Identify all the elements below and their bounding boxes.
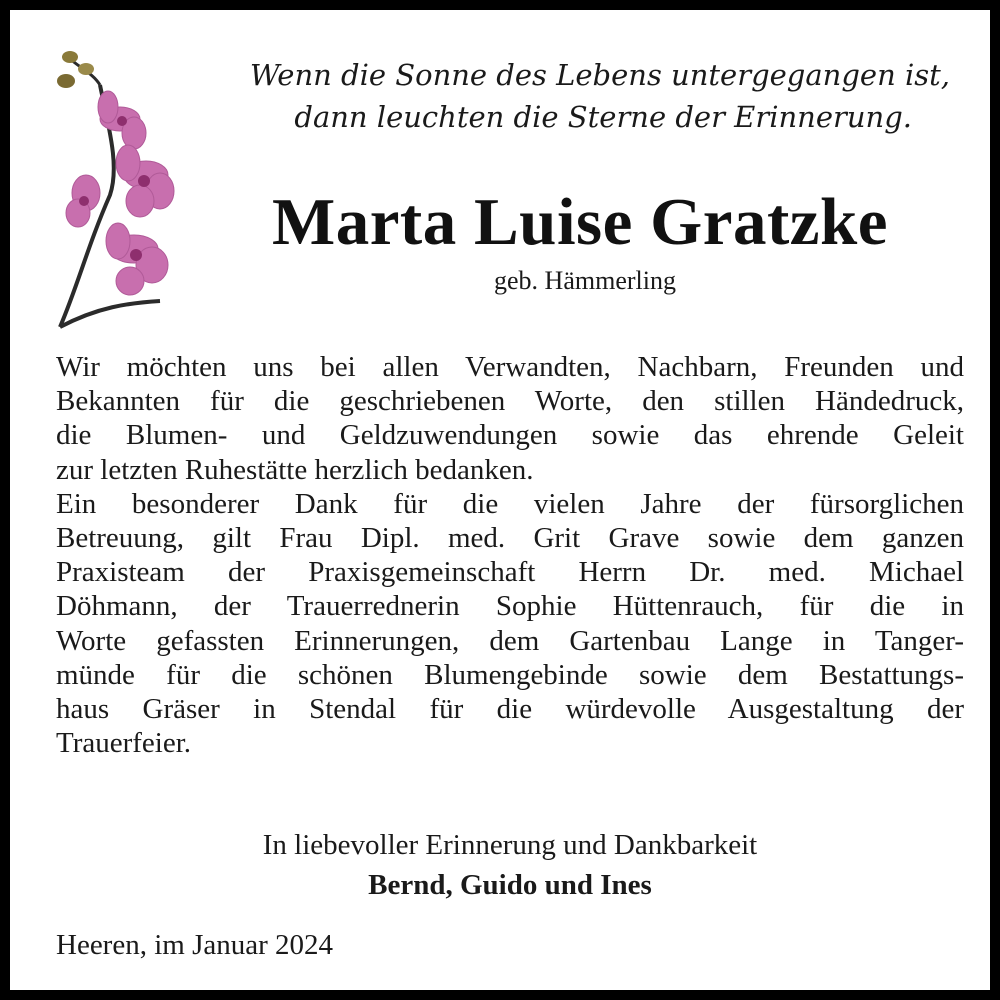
body-line: Bekannten für die geschriebenen Worte, den stillen Händedruck, [56,385,964,418]
place-date: Heeren, im Januar 2024 [56,929,334,961]
body-line: die Blumen- und Geldzuwendungen sowie das ehrende Geleit [56,419,964,452]
signers: Bernd, Guido und Ines [368,869,652,901]
closing-block [10,825,1000,905]
quote-line-2: dann leuchten die Sterne der Erinnerung. [294,100,912,134]
body-line: Praxisteam der Praxisgemeinschaft Herrn Dr. med. Michael [56,556,964,589]
body-line: Ein besonderer Dank für die vielen Jahre der fürsorglichen [56,487,964,520]
body-line: Döhmann, der Trauerrednerin Sophie Hüttenrauch, für die in [56,590,964,623]
thank-you-text [56,350,964,760]
orchid-icon [48,45,178,335]
body-line: Betreuung, gilt Frau Dipl. med. Grit Grave sowie dem ganzen [56,522,964,555]
body-line: haus Gräser in Stendal für die würdevolle Ausgestaltung der [56,693,964,726]
body-line: Trauerfeier. [56,727,192,760]
maiden-name: geb. Hämmerling [494,266,676,295]
body-line: Worte gefassten Erinnerungen, dem Gartenbau Lange in Tanger- [56,624,964,657]
deceased-name: Marta Luise Gratzke [271,185,889,259]
quote-line-1: Wenn die Sonne des Lebens untergegangen ist, [249,58,950,92]
closing-line: In liebevoller Erinnerung und Dankbarkeit [262,829,758,861]
memorial-quote [200,54,950,138]
body-line: Wir möchten uns bei allen Verwandten, Nachbarn, Freunden und [56,351,964,383]
body-line: zur letzten Ruhestätte herzlich bedanken. [56,453,534,486]
body-line: münde für die schönen Blumengebinde sowie dem Bestattungs- [56,658,964,691]
